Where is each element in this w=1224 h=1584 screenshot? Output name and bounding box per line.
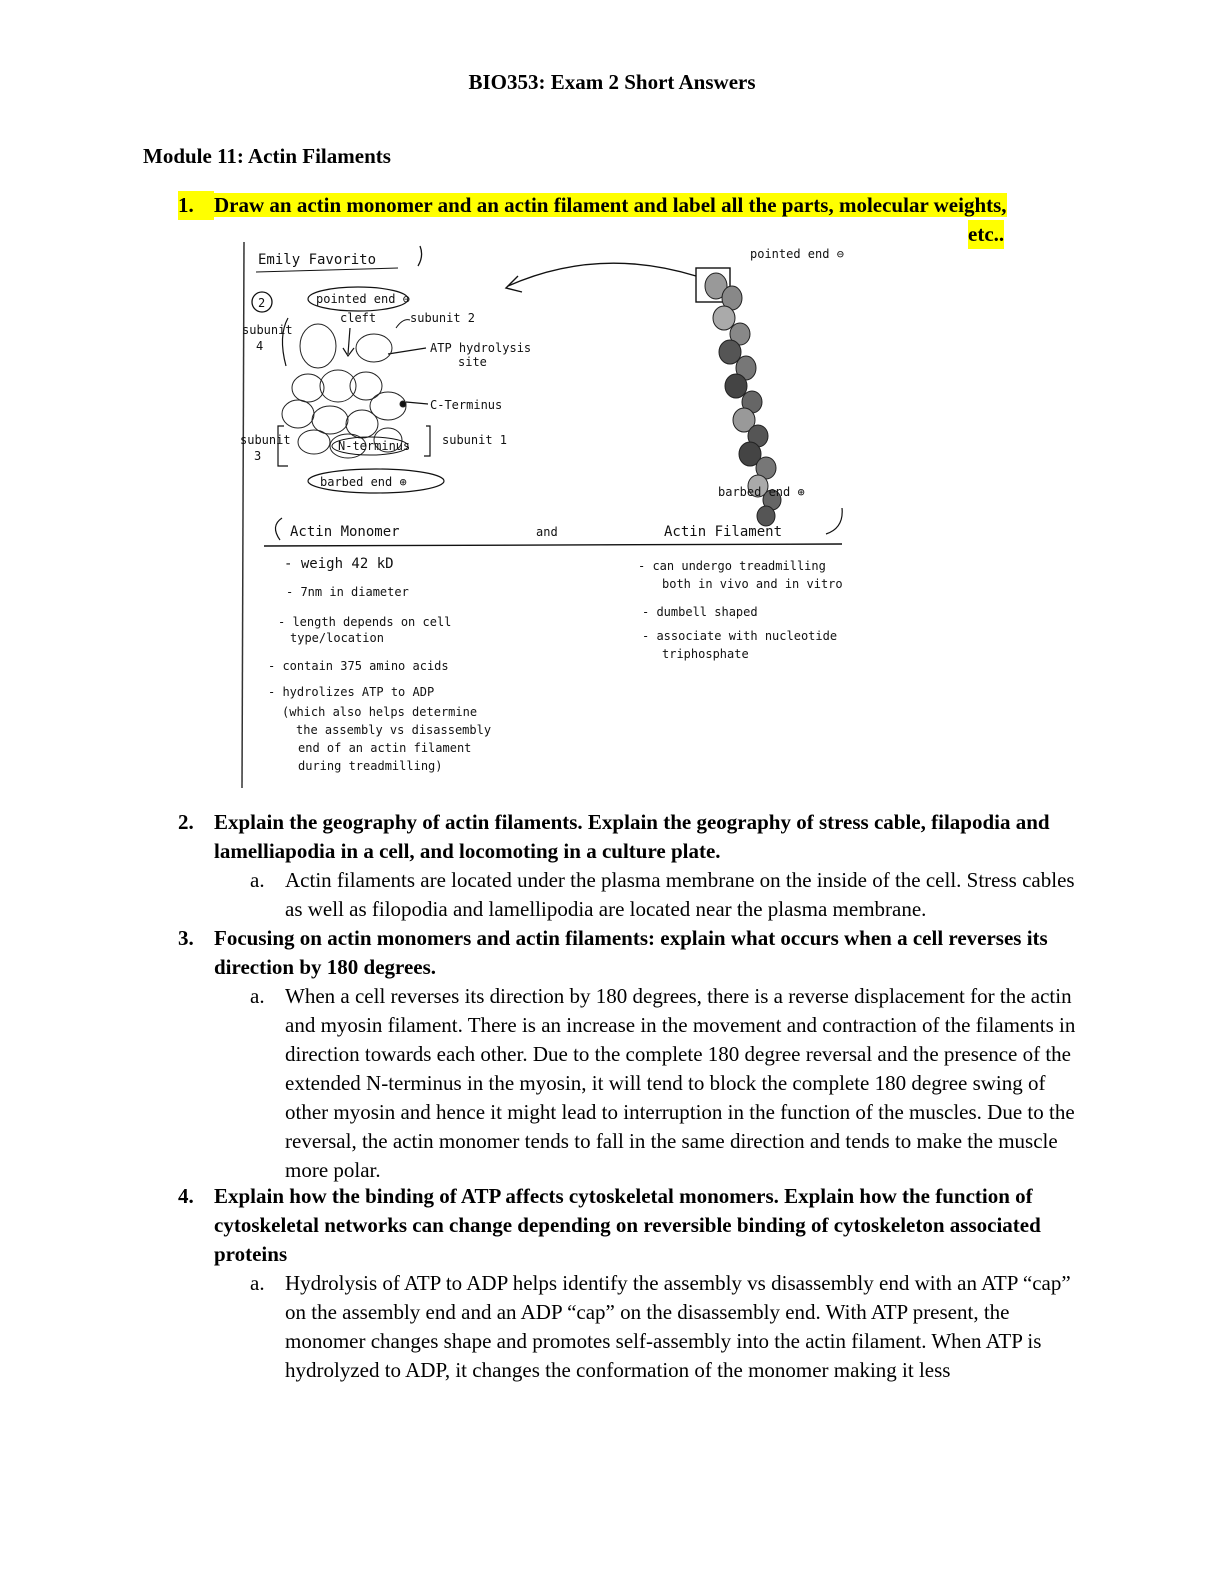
- zoom-arrow: [508, 263, 696, 286]
- monomer-note: during treadmilling): [298, 759, 443, 773]
- cleft-label: cleft: [340, 311, 377, 325]
- monomer-heading: Actin Monomer: [290, 524, 400, 540]
- subunit-4-number: 4: [256, 339, 264, 353]
- filament-barbed-end-label: barbed end ⊕: [718, 485, 805, 499]
- question-block-4: [178, 1182, 1078, 1385]
- monomer-note: end of an actin filament: [298, 741, 472, 755]
- handwritten-sketch: [238, 236, 948, 796]
- question-number: 3.: [178, 926, 194, 950]
- question-1: [178, 191, 1038, 246]
- circled-number-text: 2: [258, 296, 266, 310]
- question-block-3: [178, 924, 1078, 1185]
- question-block-2: [178, 808, 1078, 924]
- question-text: Explain how the binding of ATP affects cytoskeletal monomers. Explain how the function of cytoskeletal networks can change depending on reversible binding of cytoskeleton associated proteins: [214, 1184, 1041, 1266]
- atp-site-label-a: ATP hydrolysis: [430, 341, 532, 355]
- monomer-note: - weigh 42 kD: [284, 556, 394, 572]
- filament-notes: [638, 559, 843, 661]
- question-2: [178, 808, 1078, 866]
- answer-2: [178, 866, 1078, 924]
- monomer-note: the assembly vs disassembly: [296, 723, 492, 737]
- answer-text: Actin filaments are located under the plasma membrane on the inside of the cell. Stress cables as well as filopodia and lamellipodia are located near the plasma membrane.: [285, 868, 1075, 921]
- filament-note: - dumbell shaped: [642, 605, 758, 619]
- question-1-tail: etc..: [968, 220, 1004, 249]
- n-terminus-label: N-terminus: [338, 439, 411, 453]
- and-label: and: [536, 525, 558, 539]
- question-4: [178, 1182, 1078, 1269]
- atp-site-label-b: site: [458, 355, 487, 369]
- document-title: BIO353: Exam 2 Short Answers: [468, 70, 756, 94]
- author-name: Emily Favorito: [258, 252, 377, 268]
- filament-note: - associate with nucleotide: [642, 629, 838, 643]
- filament-note: - can undergo treadmilling: [638, 559, 826, 573]
- filament-note: both in vivo and in vitro: [662, 577, 843, 591]
- filament-heading: Actin Filament: [664, 524, 783, 540]
- monomer-note: (which also helps determine: [282, 705, 478, 719]
- subunit-4-label: subunit: [242, 323, 293, 337]
- answer-letter: a.: [250, 984, 265, 1008]
- monomer-barbed-end-label: barbed end ⊕: [320, 475, 407, 489]
- question-number: 4.: [178, 1184, 194, 1208]
- question-1-text: Draw an actin monomer and an actin filament and label all the parts, molecular weights,: [214, 193, 1007, 217]
- module-heading: Module 11: Actin Filaments: [143, 144, 391, 168]
- question-text: Focusing on actin monomers and actin filaments: explain what occurs when a cell reverses its direction by 180 degrees.: [214, 926, 1048, 979]
- answer-letter: a.: [250, 868, 265, 892]
- subunit-3-number: 3: [254, 449, 262, 463]
- question-1-number: 1.: [178, 191, 214, 220]
- answer-text: Hydrolysis of ATP to ADP helps identify the assembly vs disassembly end with an ATP “cap” on the assembly end and an ADP “cap” on the disassembly end. With ATP present, the monomer changes shape and promotes self-assembly into the actin filament. When ATP is hydrolyzed to ADP, it changes the conformation of the monomer making it less: [285, 1271, 1071, 1382]
- answer-text: When a cell reverses its direction by 180 degrees, there is a reverse displacement for the actin and myosin filament. There is an increase in the movement and contraction of the filaments in direction towards each other. Due to the complete 180 degree reversal and the presence of the extended N-terminus in the myosin, it will tend to block the complete 180 degree swing of other myosin and hence it might lead to interruption in the function of the muscles. Due to the reversal, the actin monomer tends to fall in the same direction and tends to make the muscle more polar.: [285, 984, 1076, 1182]
- monomer-note: - length depends on cell: [278, 615, 452, 629]
- question-text: Explain the geography of actin filaments. Explain the geography of stress cable, filapodia and lamelliapodia in a cell, and locomoting in a culture plate.: [214, 810, 1050, 863]
- monomer-pointed-end-label: pointed end ⊖: [316, 292, 410, 306]
- c-terminus-label: C-Terminus: [430, 398, 503, 412]
- subunit-2-label: subunit 2: [410, 311, 476, 325]
- monomer-note: type/location: [290, 631, 384, 645]
- question-3: [178, 924, 1078, 982]
- subunit-1-label: subunit 1: [442, 433, 508, 447]
- monomer-note: - contain 375 amino acids: [268, 659, 449, 673]
- filament-note: triphosphate: [662, 647, 749, 661]
- filament-pointed-end-label: pointed end ⊖: [750, 247, 844, 261]
- answer-letter: a.: [250, 1271, 265, 1295]
- monomer-note: - hydrolizes ATP to ADP: [268, 685, 435, 699]
- answer-3: [178, 982, 1078, 1185]
- heading-underline: [264, 544, 842, 546]
- question-number: 2.: [178, 810, 194, 834]
- subunit-3-label: subunit: [240, 433, 291, 447]
- answer-4: [178, 1269, 1078, 1385]
- monomer-note: - 7nm in diameter: [286, 585, 409, 599]
- monomer-notes: [268, 556, 491, 773]
